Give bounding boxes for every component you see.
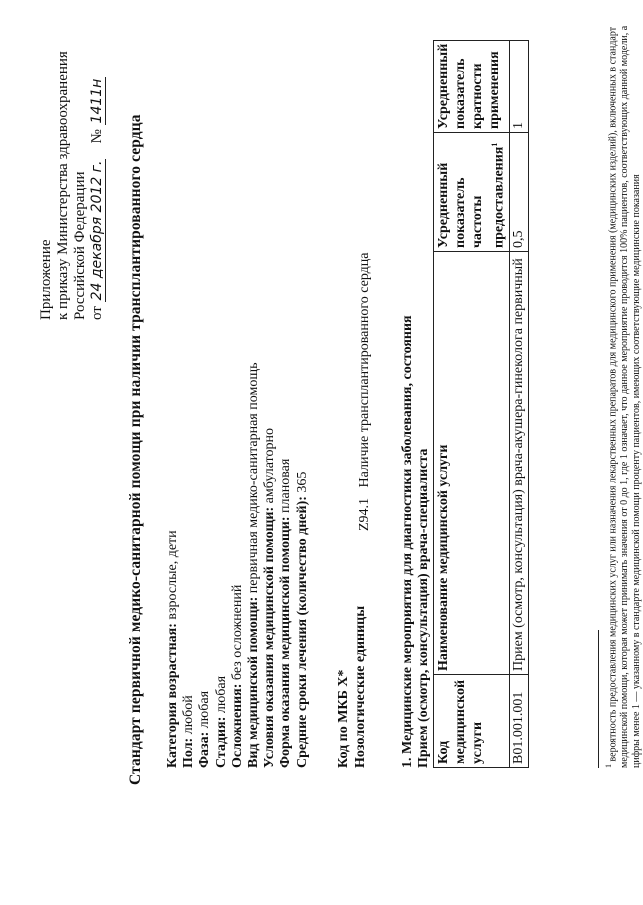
header-multiplicity: Усредненный показатель кратности применения [434, 40, 510, 132]
section-subtitle: Прием (осмотр, консультация) врача-специалиста [416, 448, 431, 768]
services-table [433, 40, 529, 768]
param-value: любая [197, 690, 213, 732]
table-row [509, 40, 528, 767]
cell-code: B01.001.001 [509, 675, 528, 768]
nosological-unit [357, 253, 373, 532]
nosological-name: Наличие трансплантированного сердца [357, 252, 372, 488]
param-complications [230, 363, 246, 769]
cell-name: Прием (осмотр, консультация) врача-акушера-гинеколога первичный [509, 252, 528, 675]
param-label: Осложнения: [229, 683, 245, 768]
date-number-line [89, 51, 106, 320]
param-age [165, 363, 181, 769]
header-frequency [434, 133, 510, 252]
document-title: Стандарт первичной медико-санитарной помощи при наличии трансплантированного сердца [127, 114, 144, 785]
param-label: Условия оказания медицинской помощи: [262, 506, 278, 768]
param-label: Форма оказания медицинской помощи: [278, 516, 294, 768]
param-value: взрослые, дети [165, 530, 180, 624]
param-value: плановая [278, 458, 294, 517]
param-label: Вид медицинской помощи: [246, 596, 262, 768]
param-stage [214, 363, 230, 769]
param-value: без осложнений [229, 584, 245, 684]
mkb-block [335, 606, 369, 768]
param-value: любая [213, 675, 229, 717]
param-value: амбулаторно [262, 428, 278, 507]
footnote [603, 13, 643, 768]
param-care-type [246, 363, 262, 769]
footnote-text: вероятность предоставления медицинских услуг или назначения лекарственных препаратов для медицинского применения (медицинских изделий), включенных в стандарт медицинской помощи, которая может принимать значения от 0 до 1, где 1 означает, что данное мероприятие проводится 100% пациентов, соответствующих данной модели, а цифры менее 1 — указанному в стандарте медицинской помощи проценту пациентов, имеющих соответствующие медицинские показания [607, 25, 643, 768]
param-care-conditions [262, 363, 278, 769]
cell-frequency: 0,5 [509, 133, 528, 252]
table-header-row [434, 40, 510, 767]
cell-multiplicity: 1 [509, 40, 528, 132]
param-care-form [278, 363, 294, 769]
param-value: любой [181, 695, 197, 738]
footnote-sup: 1 [604, 764, 613, 768]
appendix-line: Приложение [38, 239, 54, 320]
param-label: Фаза: [197, 731, 213, 768]
param-duration [295, 363, 311, 769]
nosological-code: Z94.1 [357, 497, 372, 531]
federation-line: Российской Федерации [72, 171, 88, 320]
nosological-label: Нозологические единицы [353, 605, 368, 768]
handwritten-date: 24 декабря 2012 г. [89, 160, 105, 301]
param-phase [197, 363, 213, 769]
param-value: 365 [294, 471, 310, 497]
order-line: к приказу Министерства здравоохранения [55, 51, 71, 320]
handwritten-number: 1411н [89, 78, 105, 124]
standard-parameters [165, 363, 311, 769]
param-label: Категория возрастная: [165, 623, 180, 768]
section-heading [400, 315, 432, 768]
param-value: первичная медико-санитарная помощь [246, 362, 262, 597]
footnote-divider [598, 630, 599, 768]
date-prefix: от [89, 306, 105, 320]
number-prefix: № [89, 129, 105, 144]
header-code: Код медицинской услуги [434, 675, 510, 768]
param-label: Стадия: [213, 716, 229, 768]
param-label: Пол: [181, 737, 197, 768]
appendix-header [38, 51, 106, 320]
header-name: Наименование медицинской услуги [434, 252, 510, 675]
section-title: 1. Медицинские мероприятия для диагностики заболевания, состояния [400, 315, 415, 768]
param-sex [181, 363, 197, 769]
param-label: Средние сроки лечения (количество дней): [294, 496, 310, 768]
footnote-marker: 1 [490, 142, 499, 147]
mkb-code-label: Код по МКБ X* [336, 669, 351, 768]
header-frequency-text: Усредненный показатель частоты предоставления [436, 146, 507, 248]
